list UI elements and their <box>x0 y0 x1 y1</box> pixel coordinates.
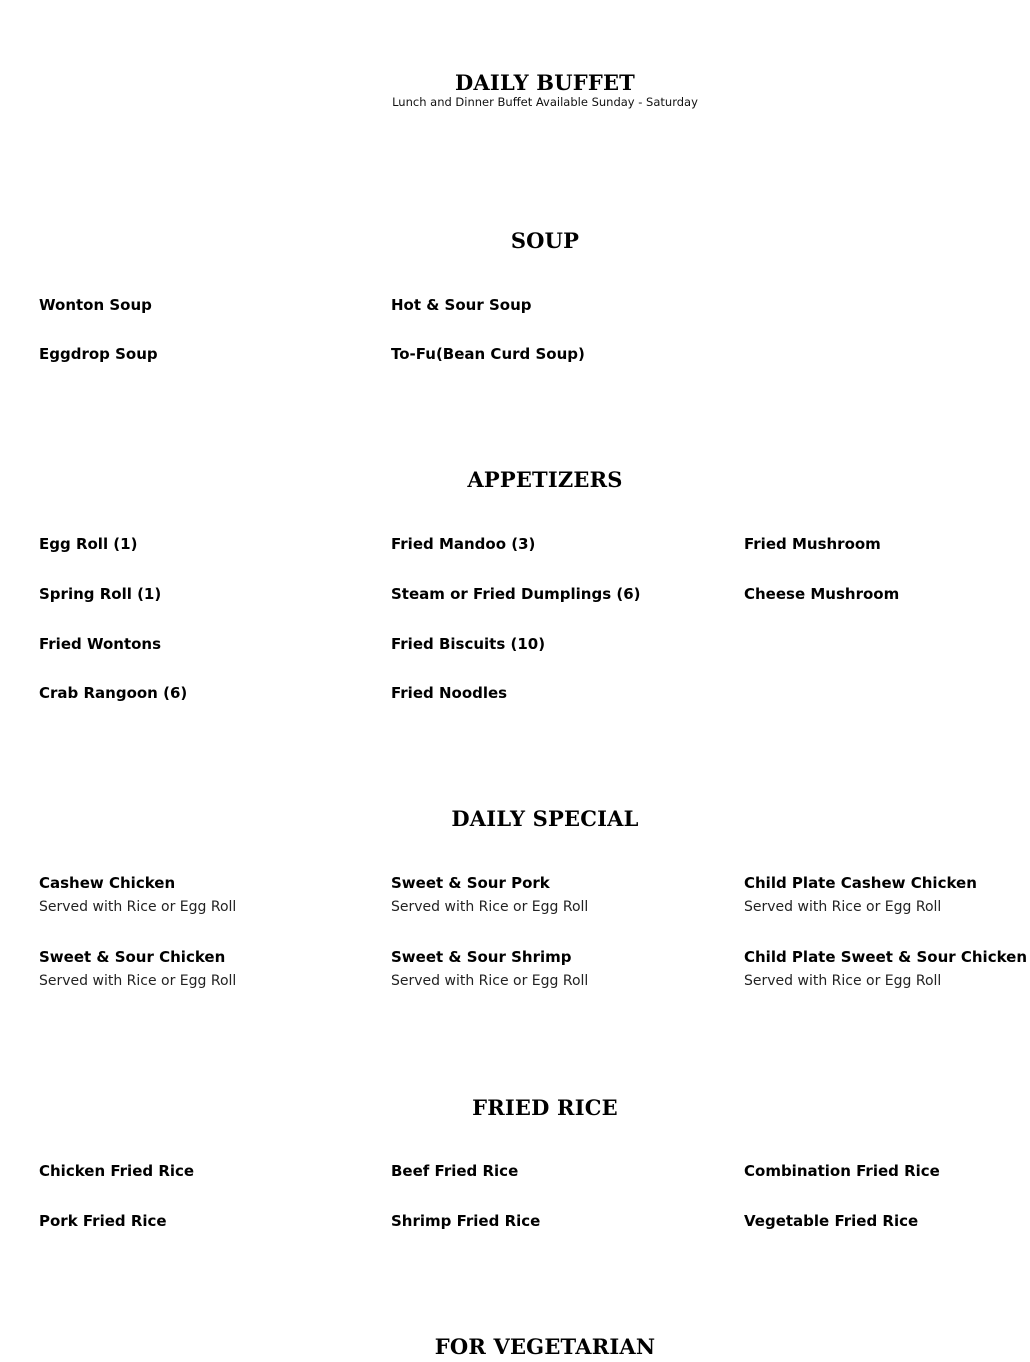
menu-item <box>39 683 187 703</box>
menu-item-name: Fried Wontons <box>39 635 162 653</box>
menu-item-name: Wonton Soup <box>39 296 152 314</box>
menu-item-description: Served with Rice or Egg Roll <box>39 973 237 989</box>
menu-item <box>391 295 532 315</box>
menu-item-description: Served with Rice or Egg Roll <box>744 899 942 915</box>
menu-item <box>39 344 158 364</box>
menu-item-name: Child Plate Sweet & Sour Chicken <box>744 948 1028 966</box>
menu-item <box>39 295 152 315</box>
menu-item <box>744 873 977 917</box>
menu-item <box>39 584 161 604</box>
menu-item-name: Cheese Mushroom <box>744 585 900 603</box>
menu-item <box>39 873 236 917</box>
menu-item <box>391 947 588 991</box>
menu-item-name: Shrimp Fried Rice <box>391 1212 541 1230</box>
menu-item <box>744 534 881 554</box>
menu-item-name: Cashew Chicken <box>39 874 176 892</box>
menu-item <box>744 947 1027 991</box>
menu-item-name: Fried Biscuits (10) <box>391 635 546 653</box>
menu-item <box>39 534 137 554</box>
menu-item-name: Egg Roll (1) <box>39 535 138 553</box>
menu-item <box>391 344 585 364</box>
menu-item-name: Pork Fried Rice <box>39 1212 167 1230</box>
menu-item-name: Fried Mushroom <box>744 535 881 553</box>
menu-item <box>744 584 899 604</box>
menu-item <box>39 634 161 654</box>
menu-item-description: Served with Rice or Egg Roll <box>391 973 589 989</box>
section-title-vegetarian: FOR VEGETARIAN <box>434 1334 656 1359</box>
menu-item-name: Steam or Fried Dumplings (6) <box>391 585 641 603</box>
menu-item <box>744 1211 918 1231</box>
menu-item-name: Chicken Fried Rice <box>39 1162 195 1180</box>
menu-item-name: Vegetable Fried Rice <box>744 1212 919 1230</box>
menu-item-name: Spring Roll (1) <box>39 585 162 603</box>
menu-item <box>391 1211 540 1231</box>
menu-item <box>391 1161 518 1181</box>
menu-item <box>391 873 588 917</box>
page-subtitle: Lunch and Dinner Buffet Available Sunday - Saturday <box>392 95 698 109</box>
menu-item <box>391 683 507 703</box>
section-title-appetizers: APPETIZERS <box>467 467 623 492</box>
menu-item-name: Fried Mandoo (3) <box>391 535 536 553</box>
menu-item-name: Crab Rangoon (6) <box>39 684 188 702</box>
menu-item-description: Served with Rice or Egg Roll <box>744 973 942 989</box>
menu-item-name: Child Plate Cashew Chicken <box>744 874 977 892</box>
menu-item <box>744 1161 940 1181</box>
menu-item <box>391 634 545 654</box>
menu-item-description: Served with Rice or Egg Roll <box>39 899 237 915</box>
section-title-daily-special: DAILY SPECIAL <box>451 806 639 831</box>
section-title-soup: SOUP <box>510 228 580 253</box>
menu-item <box>391 584 641 604</box>
page-title: DAILY BUFFET <box>455 70 635 95</box>
menu-item-name: Sweet & Sour Shrimp <box>391 948 572 966</box>
menu-item-name: Combination Fried Rice <box>744 1162 940 1180</box>
section-title-fried-rice: FRIED RICE <box>472 1095 618 1120</box>
menu-item <box>39 1211 167 1231</box>
menu-item-description: Served with Rice or Egg Roll <box>391 899 589 915</box>
menu-item <box>39 1161 194 1181</box>
menu-item <box>39 947 236 991</box>
menu-item <box>391 534 535 554</box>
menu-item-name: To-Fu(Bean Curd Soup) <box>391 345 585 363</box>
menu-item-name: Beef Fried Rice <box>391 1162 519 1180</box>
menu-item-name: Hot & Sour Soup <box>391 296 532 314</box>
menu-item-name: Sweet & Sour Pork <box>391 874 550 892</box>
menu-item-name: Sweet & Sour Chicken <box>39 948 226 966</box>
menu-item-name: Eggdrop Soup <box>39 345 158 363</box>
menu-item-name: Fried Noodles <box>391 684 508 702</box>
